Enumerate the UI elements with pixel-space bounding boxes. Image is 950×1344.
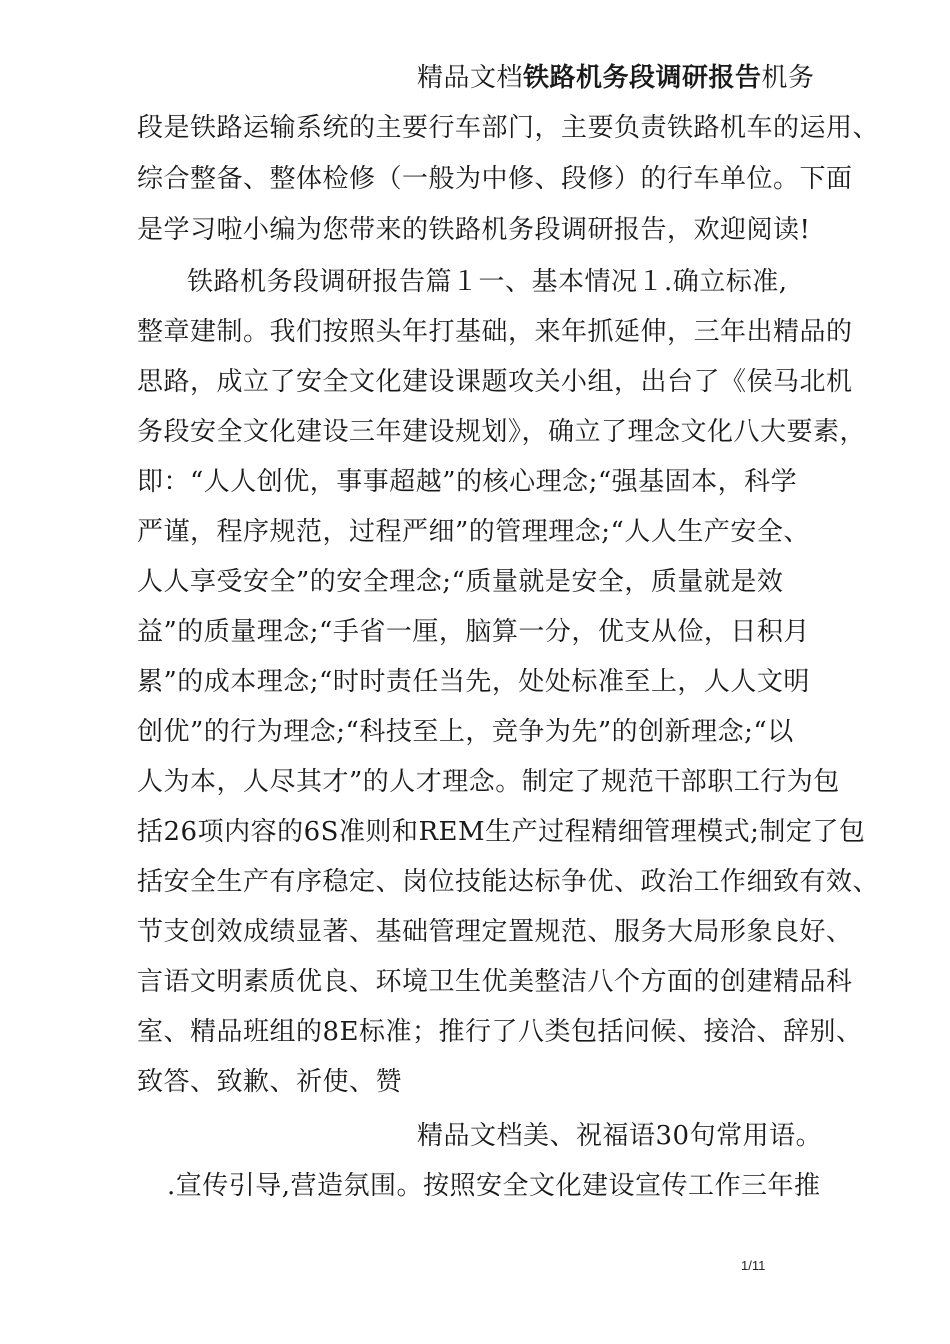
header-prefix: 精品文档 — [417, 63, 524, 93]
body-line: 人为本，人尽其才”的人才理念。制定了规范干部职工行为包 — [137, 767, 840, 797]
body-line: 人人享受安全”的安全理念;“质量就是安全，质量就是效 — [137, 567, 784, 597]
body-line: 益”的质量理念;“手省一厘，脑算一分，优支从俭，日积月 — [137, 617, 810, 647]
body-line: 务段安全文化建设三年建设规划》，确立了理念文化八大要素， — [137, 417, 867, 447]
body-line: 括26项内容的6S准则和REM生产过程精细管理模式;制定了包 — [137, 817, 866, 847]
document-title: 铁路机务段调研报告 — [523, 63, 762, 93]
body-line: .宣传引导,营造氛围。按照安全文化建设宣传工作三年推 — [167, 1171, 821, 1201]
body-line: 创优”的行为理念;“科技至上，竞争为先”的创新理念;“以 — [137, 717, 794, 747]
body-line: 节支创效成绩显著、基础管理定置规范、服务大局形象良好、 — [137, 917, 853, 947]
page-number: 1/11 — [741, 1258, 766, 1273]
page-header — [417, 62, 815, 94]
body-line: 思路，成立了安全文化建设课题攻关小组，出台了《侯马北机 — [137, 367, 853, 397]
body-line: 致答、致歉、祈使、赞 — [137, 1067, 403, 1097]
body-line: 累”的成本理念;“时时责任当先，处处标准至上，人人文明 — [137, 667, 810, 697]
body-line: 严谨，程序规范，过程严细”的管理理念;“人人生产安全、 — [137, 517, 810, 547]
page-footer-line: 精品文档美、祝福语30句常用语。 — [417, 1121, 823, 1151]
body-line: 综合整备、整体检修（一般为中修、段修）的行车单位。下面 — [137, 164, 853, 194]
header-suffix: 机务 — [761, 63, 815, 93]
body-line: 铁路机务段调研报告篇１一、基本情况１.确立标准, — [187, 267, 788, 297]
body-line: 言语文明素质优良、环境卫生优美整洁八个方面的创建精品科 — [137, 967, 853, 997]
body-line: 括安全生产有序稳定、岗位技能达标争优、政治工作细致有效、 — [137, 867, 880, 897]
body-line: 是学习啦小编为您带来的铁路机务段调研报告，欢迎阅读! — [137, 215, 811, 245]
body-line: 段是铁路运输系统的主要行车部门，主要负责铁路机车的运用、 — [137, 113, 880, 143]
body-line: 整章建制。我们按照头年打基础，来年抓延伸，三年出精品的 — [137, 317, 853, 347]
body-line: 即：“人人创优，事事超越”的核心理念;“强基固本，科学 — [137, 467, 798, 497]
body-line: 室、精品班组的8E标准；推行了八类包括问候、接洽、辞别、 — [137, 1017, 863, 1047]
